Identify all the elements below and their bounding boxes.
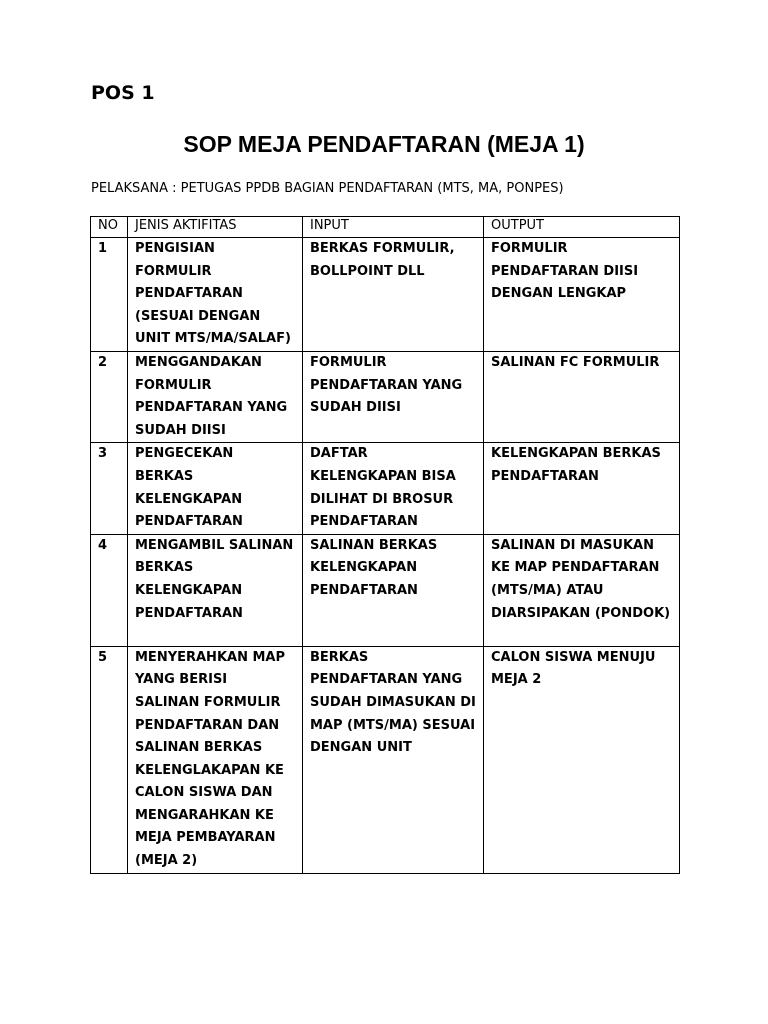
activity-cell: MENGGANDAKAN FORMULIR PENDAFTARAN YANG SUDAH DIISI: [128, 351, 303, 442]
output-cell: SALINAN FC FORMULIR: [484, 351, 680, 442]
sop-table: [90, 216, 680, 874]
table-row: [91, 351, 680, 442]
row-number: 2: [91, 351, 128, 442]
document-title: SOP MEJA PENDAFTARAN (MEJA 1): [183, 131, 585, 157]
input-cell: BERKAS FORMULIR, BOLLPOINT DLL: [303, 238, 484, 352]
executor-line: PELAKSANA : PETUGAS PPDB BAGIAN PENDAFTARAN (MTS, MA, PONPES): [91, 181, 564, 196]
row-number: 4: [91, 534, 128, 646]
column-header-input: INPUT: [303, 217, 484, 238]
table-row: [91, 443, 680, 534]
table-row: [91, 646, 680, 873]
column-header-output: OUTPUT: [484, 217, 680, 238]
input-cell: DAFTAR KELENGKAPAN BISA DILIHAT DI BROSUR PENDAFTARAN: [303, 443, 484, 534]
row-number: 3: [91, 443, 128, 534]
activity-cell: MENYERAHKAN MAP YANG BERISI SALINAN FORMULIR PENDAFTARAN DAN SALINAN BERKAS KELENGLAKAPAN KE CALON SISWA DAN MENGARAHKAN KE MEJA PEMBAYARAN (MEJA 2): [128, 646, 303, 873]
activity-cell: MENGAMBIL SALINAN BERKAS KELENGKAPAN PENDAFTARAN: [128, 534, 303, 646]
output-cell: CALON SISWA MENUJU MEJA 2: [484, 646, 680, 873]
column-header-activity: JENIS AKTIFITAS: [128, 217, 303, 238]
output-cell: FORMULIR PENDAFTARAN DIISI DENGAN LENGKAP: [484, 238, 680, 352]
activity-cell: PENGECEKAN BERKAS KELENGKAPAN PENDAFTARAN: [128, 443, 303, 534]
table-row: [91, 238, 680, 352]
column-header-no: NO: [91, 217, 128, 238]
row-number: 5: [91, 646, 128, 873]
input-cell: SALINAN BERKAS KELENGKAPAN PENDAFTARAN: [303, 534, 484, 646]
output-cell: SALINAN DI MASUKAN KE MAP PENDAFTARAN (MTS/MA) ATAU DIARSIPAKAN (PONDOK): [484, 534, 680, 646]
row-number: 1: [91, 238, 128, 352]
pos-label: POS 1: [91, 82, 155, 104]
table-header-row: [91, 217, 680, 238]
input-cell: FORMULIR PENDAFTARAN YANG SUDAH DIISI: [303, 351, 484, 442]
output-cell: KELENGKAPAN BERKAS PENDAFTARAN: [484, 443, 680, 534]
table-row: [91, 534, 680, 646]
input-cell: BERKAS PENDAFTARAN YANG SUDAH DIMASUKAN DI MAP (MTS/MA) SESUAI DENGAN UNIT: [303, 646, 484, 873]
activity-cell: PENGISIAN FORMULIR PENDAFTARAN (SESUAI DENGAN UNIT MTS/MA/SALAF): [128, 238, 303, 352]
